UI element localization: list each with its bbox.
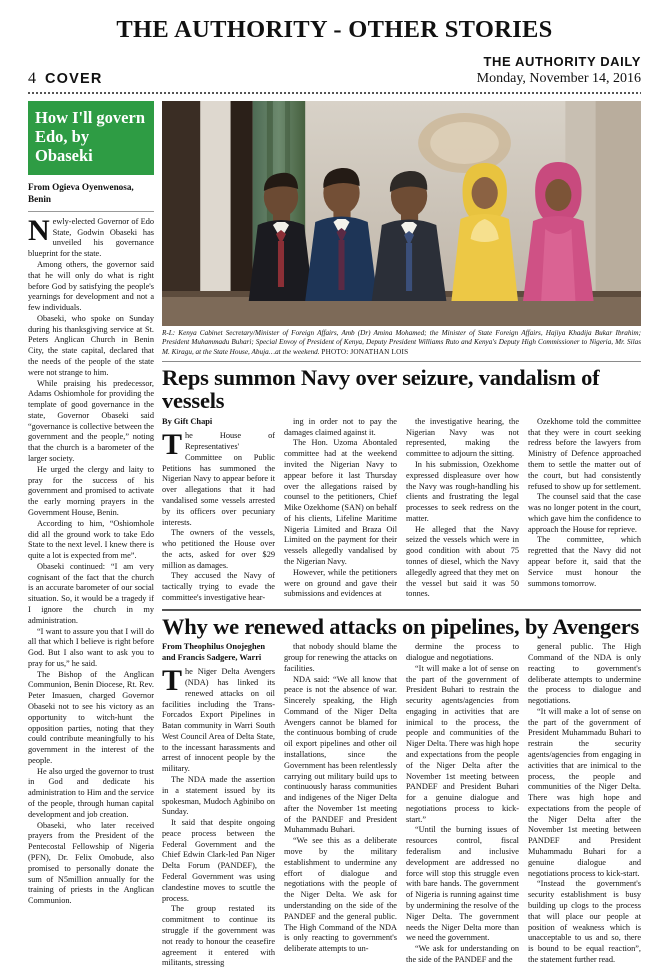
drop-cap: N [28,213,50,247]
body-paragraph: They accused the Navy of tactically trying to evade the committee's investigative hear- [162,571,275,603]
body-paragraph: The House of Representatives' Committee on Public Petitions has summoned the Nigerian Navy to appear before it over allegations that it had vandalised some vessels arrested by its officers over pecuniary interests. [162,428,275,527]
body-paragraph: The Niger Delta Avengers (NDA) has linked its renewed attacks on oil facilities including the Trans-Forcados Export Pipelines in Batan community in Warri South West Council Area of Delta State, to the incessant harassments and arrest of innocent people by the military. [162,664,275,774]
avengers-article-headline: Why we renewed attacks on pipelines, by Avengers [162,613,640,639]
navy-column-4 [528,417,641,604]
navy-column-2-text [284,417,397,600]
main-column [162,101,641,969]
body-paragraph: “We see this as a deliberate move by the military establishment to undermine any effort of dialogue and negotiations with the people of the Niger Delta. We ask for understanding on the side of the PANDEF and the general public. The High Command of the NDA is only reacting to government's deliberate attempts to un- [284,836,397,954]
body-paragraph: Obaseki, who later received prayers from the President of the Pentecostal Fellowship of Nigeria (PFN), Dr. Felix Omobude, also promised to personally donate the sum of N5million annually for the training of priests in the Anglican Communion. [28,820,154,906]
avengers-column-3 [406,642,519,969]
body-paragraph: Obaseki, who spoke on Sunday during his thanksgiving service at St. Peters Anglican Church in Benin City, the state capital, declared that the needs of the people of the state were not strange to him. [28,313,154,377]
body-paragraph: However, while the petitioners were on ground and gave their submissions and evidences at [284,567,397,599]
navy-article-divider [162,609,641,611]
avengers-column-1 [162,642,275,969]
content-area [28,101,641,969]
sidebar-article [28,101,154,969]
navy-column-2 [284,417,397,604]
avengers-column-4 [528,642,641,969]
body-paragraph: “It will make a lot of sense on the part of the government of President Muhammadu Buhari to restrain the security agents/agencies from engaging in activities that are inimical to the process, the people and communities of the Niger Delta. There was high hope and expectations from the people of the Niger Delta after the November 1st meeting between PANDEF and President Muhammadu Buhari for a genuine dialogue and negotiations process to kick-start. [528,706,641,878]
navy-column-3 [406,417,519,604]
body-paragraph: Ozekhome told the committee that they were in court seeking redress before the lawyers from Ministry of Defence approached them to settle the matter out of the court, but had consistently refused to show up for settlement. [528,416,641,491]
body-paragraph: The Hon. Uzoma Abontaled committee had at the weekend invited the Nigerian Navy to appear before it last Thursday over the allegations raised by counsel to the petitioners, Chief Mike Ozekhome (SAN) on behalf of his clients, Lifeline Maritime Nigeria Limited and Braza Oil Limited on the payment for their vessels allegedly vandalised by the Nigerian Navy. [284,438,397,566]
sidebar-byline: From Ogieva Oyenwenosa, Benin [28,181,134,204]
body-paragraph: It said that despite ongoing peace process between the Federal Government and the Chief Edwin Clark-led Pan Niger Delta Forum (PANDEF), the Federal Government was using clandestine moves to scuttle the process. [162,818,275,903]
body-paragraph: Newly-elected Governor of Edo State, Godwin Obaseki has unveiled his governance blueprint for the state. [28,213,154,259]
sidebar-body-text [28,213,154,907]
section-label: COVER [45,70,103,87]
publication-info [477,55,641,88]
photo-caption [162,329,641,358]
body-paragraph: general public. The High Command of the NDA is only reacting to government's deliberate attempts to undermine the process to dialogue and negotiations. [528,642,641,706]
avengers-article-columns [162,642,641,969]
navy-column-1 [162,417,275,604]
caption-divider [162,361,641,362]
body-paragraph: According to him, “Oshiomhole did all the ground work to take Edo State to the next level. I knew there is quite a lot is expected from me”. [28,518,154,561]
drop-cap: T [162,428,183,462]
body-paragraph: “Until the burning issues of resources control, fiscal federalism and inclusive development are addressed no force will stop this struggle even with bare hands. The government of Nigeria is running against time by undermining the resolve of the Niger Delta. The government needs the Niger Delta more than we need the government. [406,825,519,943]
publication-name: THE AUTHORITY DAILY [483,53,641,69]
header-bar [28,55,641,88]
body-paragraph: that nobody should blame the group for renewing the attacks on facilities. [284,642,397,673]
body-paragraph: “It will make a lot of sense on the part of the government of President Buhari to restrain the security agents/agencies from engaging in activities that are inimical to the process, the people and communities of the Niger Delta. There was high hope and expectations from the people of the Niger Delta after the November 1st meeting between PANDEF and President Buhari for a genuine dialogue and negotiations process to kick-start.” [406,663,519,824]
body-paragraph: The owners of the vessels, who petitioned the House over the acts, asked for over $29 million as damages. [162,528,275,570]
avengers-column-1-text [162,664,275,969]
avengers-byline: From Theophilus Onojeghen and Francis Sadgere, Warri [162,642,266,662]
navy-column-4-text [528,417,641,590]
navy-article-columns [162,417,641,604]
body-paragraph: ing in order not to pay the damages claimed against it. [284,416,397,437]
body-paragraph: Among others, the governor said that he will only do what is right before God by satisfying the people's yearnings for development and not a few individuals. [28,259,154,313]
navy-column-3-text [406,417,519,600]
lead-photo [162,101,641,326]
body-paragraph: the investigative hearing, the Nigerian Navy was not represented, making the committee to adjourn the sitting. [406,416,519,459]
body-paragraph: Obaseki continued: “I am very cognisant of the fact that the church is an accurate barometer of our social situation. So, it would be a tragedy if I ignore the church in my administration. [28,561,154,625]
navy-byline: By Gift Chapi [162,416,213,426]
body-paragraph: While praising his predecessor, Adams Oshiomhole for providing the template of good governance in the state, Governor Obaseki said “governance is collective between the government and the people,” noting that the church is a barometer of the larger society. [28,378,154,464]
body-paragraph: He urged the clergy and laity to pray for the success of his government and promised to activate the early morning prayers in the Government House, Benin. [28,464,154,517]
body-paragraph: He also urged the governor to trust in God and dedicate his administration to Him and the service of the people, through human capital development and job creation. [28,766,154,819]
page-masthead-title: THE AUTHORITY - OTHER STORIES [116,16,553,43]
body-paragraph: He alleged that the Navy seized the vessels which were in good condition with about 75 tonnes of diesel, which the Navy allegedly agreed that they met on the vessel but said it was 50 tonnes. [406,524,519,599]
body-paragraph: In his submission, Ozekhome expressed displeasure over how the Navy was rough-handling his clients and frustrating the legal processes to seek redress on the matter. [406,459,519,523]
body-paragraph: The Bishop of the Anglican Communion, Benin Diocese, Rt. Rev. Peter Imasuen, charged Governor Obaseki not to see his victory as an opportunity to witch-hunt the opposition parties, noting that they could contribute meaningfully to his government in the interest of the people. [28,669,154,765]
body-paragraph: The group restated its commitment to continue its struggle if the government was not ready to honour the ceasefire agreement it entered with militants, stressing [162,904,275,968]
body-paragraph: “Instead the government's security establishment is busy building up clogs to the process that will place our people at position of weakness which is unacceptable to us and so, there is bound to be equal reaction”, the statement further read. [528,879,641,964]
navy-column-1-text [162,428,275,604]
body-paragraph: NDA said: “We all know that peace is not the absence of war. Sincerely speaking, the High Command of the Niger Delta Avengers cannot be blamed for the continuous bombing of crude oil export pipelines and other oil installations, since the Government has been relentlessly carrying out military build ups to continuously harass communities and indigenes of the Niger Delta after the November 1st meeting of the PANDEF and President Muhammadu Buhari. [284,674,397,835]
navy-article-headline: Reps summon Navy over seizure, vandalism of vessels [162,365,600,414]
body-paragraph: The NDA made the assertion in a statement issued by its spokesman, Mudoch Agbinibo on Sunday. [162,775,275,817]
header-divider [28,92,641,94]
photo-caption-text: R-L: Kenya Cabinet Secretary/Minister of Foreign Affairs, Amb (Dr) Amina Mohamed; the Minister of State Foreign Affairs, Hajiya Khadija Bukar Ibrahim; President Muhammadu Buhari; Special Envoy of President of Kenya, Deputy President Williams Ruto and Kenya's Deputy High Commissioner to Nigeria, Mr. Silas M. Kiragu, at the State House, Abuja…at the weekend. [162,328,641,356]
body-paragraph: dermine the process to dialogue and negotiations. [406,642,519,662]
avengers-column-2-text [284,642,397,955]
sidebar-headline: How I'll govern Edo, by Obaseki [28,101,154,175]
body-paragraph: The committee, which regretted that the Navy did not appear before it, said that the Service must honour the summons tomorrow. [528,535,641,588]
avengers-column-2 [284,642,397,969]
photo-illustration [162,101,641,326]
body-paragraph: “We ask for understanding on the side of the PANDEF and the [406,944,519,964]
publication-date: Monday, November 14, 2016 [476,71,641,87]
avengers-column-3-text [406,642,519,965]
body-paragraph: The counsel said that the case was no longer potent in the court, which gave him the confidence to approach the House for reprieve. [528,492,641,534]
folio [28,70,103,88]
photo-credit: PHOTO: JONATHAN LOIS [321,347,409,356]
page-number: 4 [28,69,36,87]
sidebar-rule [28,211,154,212]
drop-cap: T [162,664,183,698]
body-paragraph: “I want to assure you that I will do all that which I believe is right before God. But I also want to ask you to pray for us,” he said. [28,626,154,668]
avengers-column-4-text [528,642,641,965]
